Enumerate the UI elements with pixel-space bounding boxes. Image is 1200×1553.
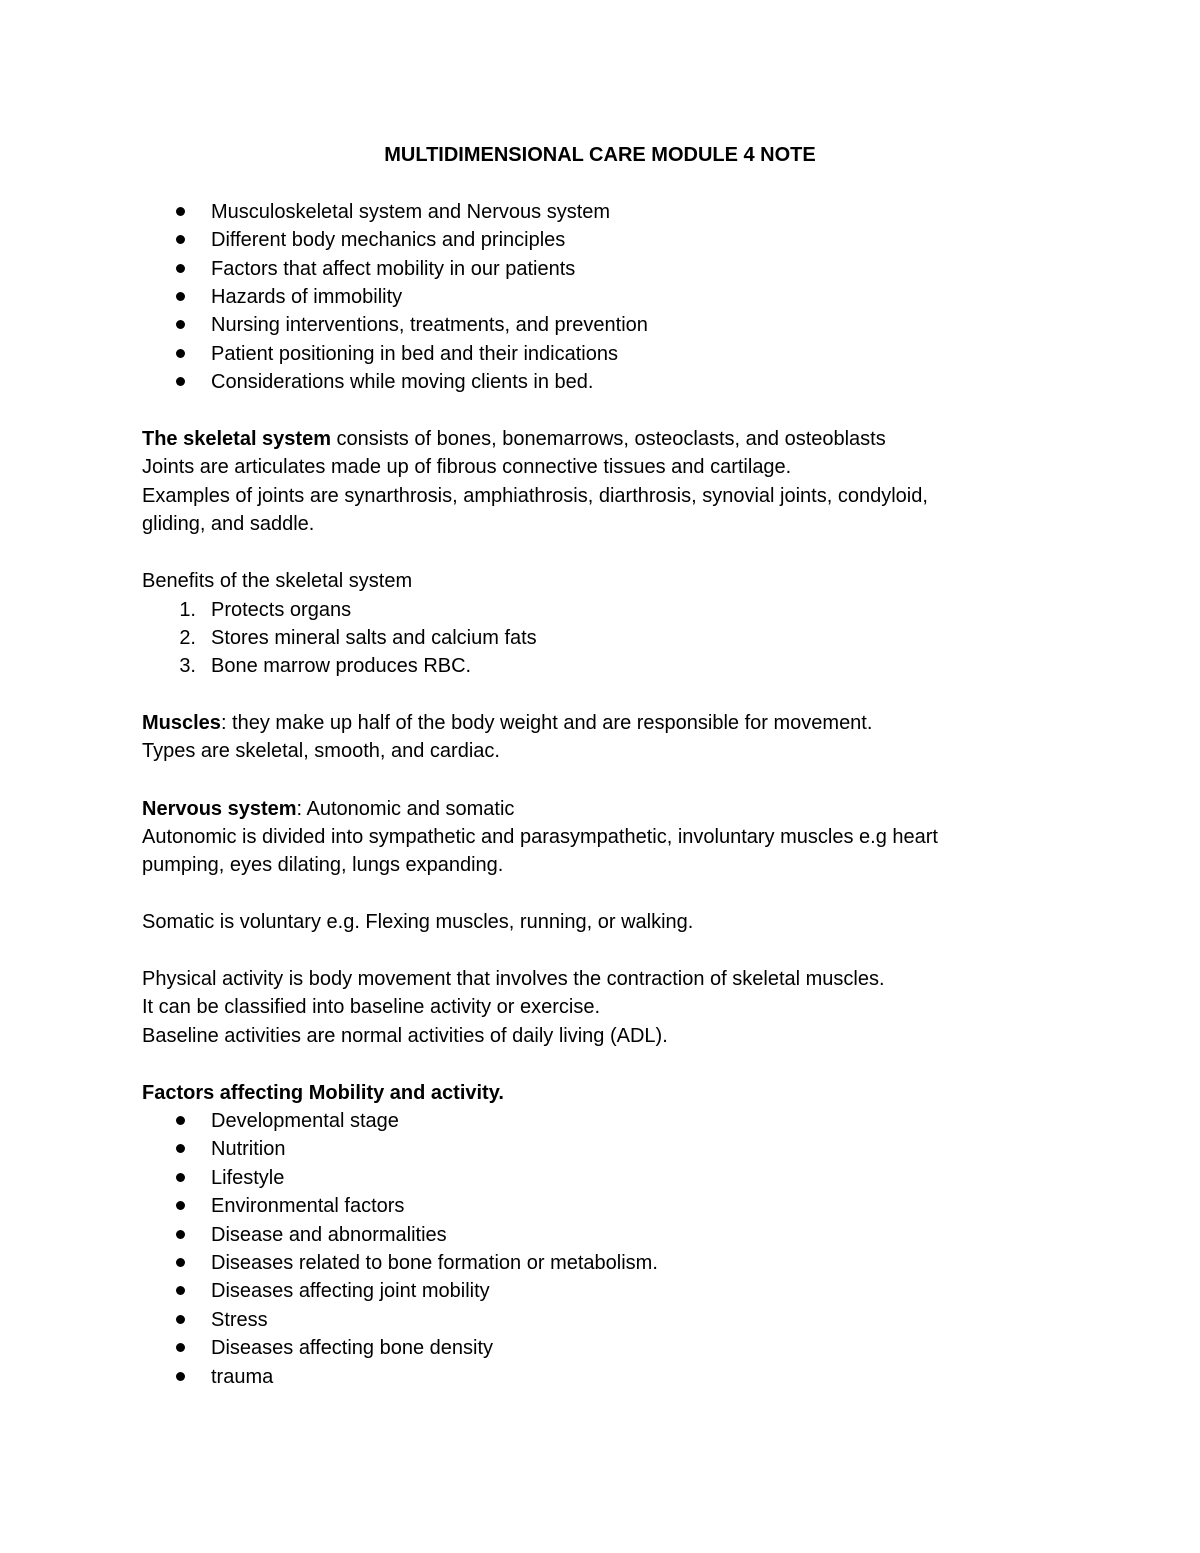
nervous-label: Nervous system xyxy=(142,798,297,820)
bullet-icon xyxy=(176,264,185,273)
list-item: Different body mechanics and principles xyxy=(211,229,566,251)
factors-heading xyxy=(142,1079,504,1107)
bullet-icon xyxy=(176,235,185,244)
list-item: Factors that affect mobility in our patients xyxy=(211,258,576,280)
list-number: 2. xyxy=(179,627,196,649)
list-item: Diseases related to bone formation or metabolism. xyxy=(211,1252,658,1274)
muscles-label: Muscles xyxy=(142,712,221,734)
bullet-icon xyxy=(176,1144,185,1153)
bullet-icon xyxy=(176,349,185,358)
bullet-icon xyxy=(176,1116,185,1125)
bullet-icon xyxy=(176,1201,185,1210)
list-item: Environmental factors xyxy=(211,1195,405,1217)
benefits-heading: Benefits of the skeletal system xyxy=(142,570,413,592)
list-item: Nutrition xyxy=(211,1138,286,1160)
list-number: 3. xyxy=(179,655,196,677)
bullet-icon xyxy=(176,207,185,216)
activity-line: It can be classified into baseline activity or exercise. xyxy=(142,996,600,1018)
activity-line: Physical activity is body movement that involves the contraction of skeletal muscles. xyxy=(142,968,885,990)
list-item: Diseases affecting bone density xyxy=(211,1337,494,1359)
skeletal-text: consists of bones, bonemarrows, osteoclasts, and osteoblasts xyxy=(331,428,886,450)
muscle-types-line: Types are skeletal, smooth, and cardiac. xyxy=(142,740,500,762)
bullet-icon xyxy=(176,1286,185,1295)
bullet-icon xyxy=(176,1372,185,1381)
list-item: Stress xyxy=(211,1309,268,1331)
list-number: 1. xyxy=(179,599,196,621)
bullet-icon xyxy=(176,377,185,386)
joints-examples-line: Examples of joints are synarthrosis, amphiathrosis, diarthrosis, synovial joints, condyloid, xyxy=(142,485,928,507)
list-item: Lifestyle xyxy=(211,1167,285,1189)
autonomic-line: Autonomic is divided into sympathetic and parasympathetic, involuntary muscles e.g heart xyxy=(142,826,938,848)
bullet-icon xyxy=(176,1173,185,1182)
factors-heading-text: Factors affecting Mobility and activity. xyxy=(142,1082,504,1104)
bullet-icon xyxy=(176,1258,185,1267)
list-item: Protects organs xyxy=(211,599,352,621)
nervous-text: : Autonomic and somatic xyxy=(296,798,515,820)
list-item: Nursing interventions, treatments, and prevention xyxy=(211,314,648,336)
bullet-icon xyxy=(176,1343,185,1352)
list-item: Patient positioning in bed and their indications xyxy=(211,343,618,365)
document-title: MULTIDIMENSIONAL CARE MODULE 4 NOTE xyxy=(384,144,816,166)
list-item: Considerations while moving clients in bed. xyxy=(211,371,594,393)
list-item: Developmental stage xyxy=(211,1110,399,1132)
bullet-icon xyxy=(176,320,185,329)
joints-line: Joints are articulates made up of fibrous connective tissues and cartilage. xyxy=(142,456,792,478)
list-item: Hazards of immobility xyxy=(211,286,403,308)
skeletal-label: The skeletal system xyxy=(142,428,331,450)
list-item: Disease and abnormalities xyxy=(211,1224,447,1246)
list-item: trauma xyxy=(211,1366,274,1388)
list-item: Bone marrow produces RBC. xyxy=(211,655,472,677)
skeletal-paragraph xyxy=(142,425,886,453)
joints-examples-line: gliding, and saddle. xyxy=(142,513,315,535)
activity-line: Baseline activities are normal activities of daily living (ADL). xyxy=(142,1025,668,1047)
list-item: Musculoskeletal system and Nervous system xyxy=(211,201,611,223)
somatic-line: Somatic is voluntary e.g. Flexing muscles, running, or walking. xyxy=(142,911,694,933)
nervous-paragraph xyxy=(142,795,514,823)
list-item: Diseases affecting joint mobility xyxy=(211,1280,490,1302)
autonomic-line: pumping, eyes dilating, lungs expanding. xyxy=(142,854,504,876)
muscles-paragraph xyxy=(142,709,872,737)
list-item: Stores mineral salts and calcium fats xyxy=(211,627,537,649)
bullet-icon xyxy=(176,292,185,301)
bullet-icon xyxy=(176,1315,185,1324)
bullet-icon xyxy=(176,1230,185,1239)
muscles-text: : they make up half of the body weight and are responsible for movement. xyxy=(220,712,873,734)
